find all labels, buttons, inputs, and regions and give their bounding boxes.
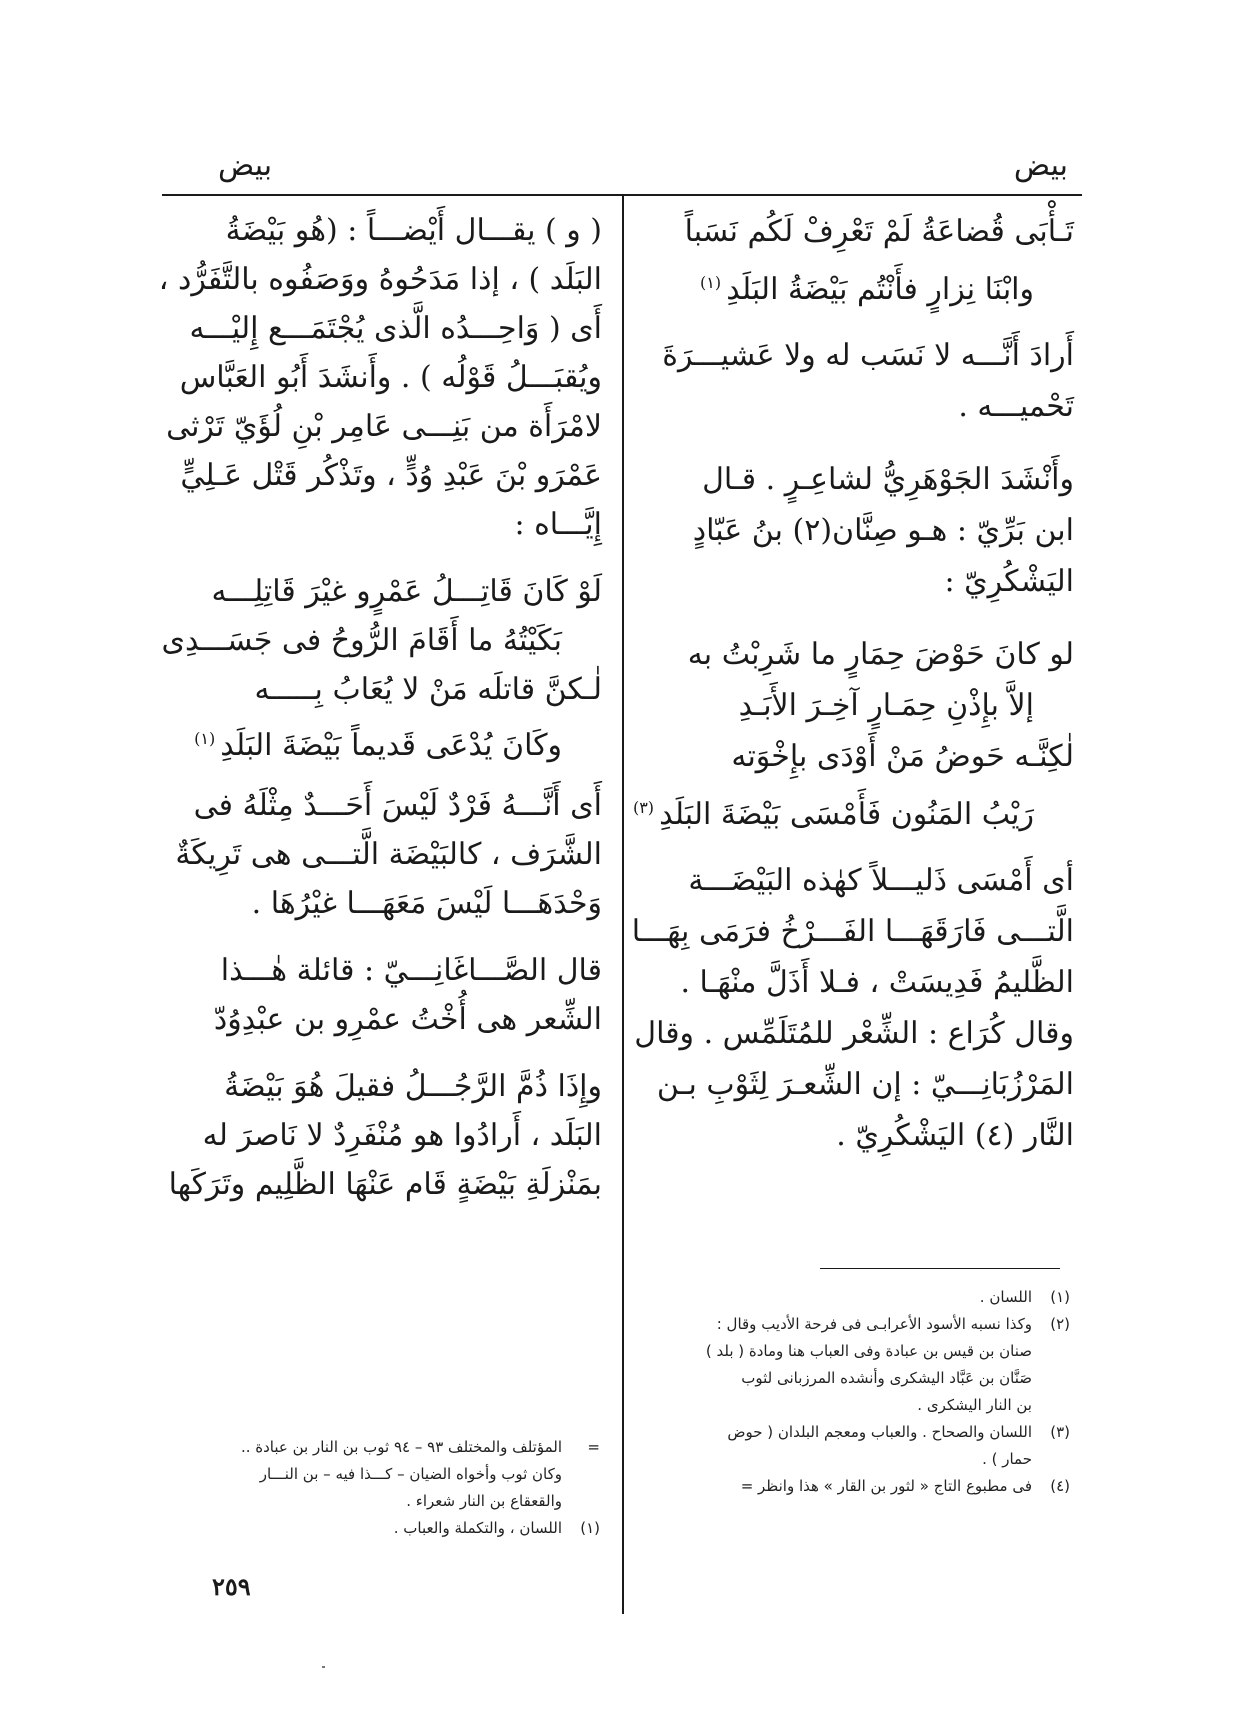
footnote-number: (٢) [1050, 1315, 1070, 1333]
text-line [160, 879, 602, 928]
line-text: الشِّعر هى أُخْتُ عمْرِو بن عبْدِوُدّ [213, 1002, 602, 1037]
line-text: الظَّليمُ فَدِيسَتْ ، فـلا أَذَلَّ منْهَـا . [680, 965, 1074, 1000]
running-header-right: بيض [1013, 148, 1068, 183]
footnote-line [162, 1461, 600, 1488]
line-gap [634, 432, 1074, 454]
line-text: تَـأْبَى قُضاعَةُ لَمْ تَعْرِفْ لَكُم نَسَباً [684, 214, 1074, 249]
footnote-text: اللسان والصحاح . والعباب ومعجم البلدان ( حوض [727, 1423, 1032, 1441]
line-gap [634, 833, 1074, 855]
text-line [160, 1160, 602, 1209]
footnote-text: اللسان ، والتكملة والعباب . [393, 1519, 562, 1537]
line-text: اليَشْكُرِيّ : [944, 564, 1074, 599]
text-line [160, 500, 602, 549]
line-text: النَّار (٤) اليَشْكُرِيّ . [836, 1118, 1074, 1153]
line-text: تَحْميـــه . [958, 389, 1074, 424]
right-column [631, 206, 1074, 1161]
footnote-marker: (١) [700, 273, 727, 292]
text-line [160, 781, 602, 830]
footnote-text: صنان بن قيس بن عبادة وفى العباب هنا ومادة ( بلد ) [705, 1342, 1032, 1360]
footnote-marker: (١) [194, 729, 221, 748]
footnote-line [162, 1515, 600, 1542]
line-text: ( و ) يقـــال أَيْضـــاً : (هُو بَيْضَةُ [225, 213, 602, 248]
text-line [160, 1062, 602, 1111]
line-text: رَيْبُ المَنُون فَأَمْسَى بَيْضَةَ البَلَدِ [659, 797, 1034, 832]
text-line [634, 505, 1074, 556]
verse-line [160, 616, 602, 665]
footnote-text: والقعقاع بن النار شعراء . [406, 1492, 562, 1510]
footnote-text: بن النار اليشكرى . [917, 1396, 1032, 1414]
text-line [634, 1008, 1074, 1059]
text-line [634, 957, 1074, 1008]
line-text: عَمْرَو بْنَ عَبْدِ وُدٍّ ، وتَذْكُر قَتْل عَـلِيٍّ [180, 458, 602, 493]
verse-line [160, 714, 602, 763]
line-gap [634, 607, 1074, 629]
line-gap [160, 763, 602, 781]
footnote-rule-right [820, 1268, 1060, 1269]
footnote-line [162, 1434, 600, 1461]
footnote-text: وكذا نسبه الأسود الأعرابـى فى فرحة الأديب وقال : [716, 1315, 1032, 1333]
verse-line [634, 257, 1074, 308]
footnote-number: (٤) [1050, 1477, 1070, 1495]
text-line [160, 1111, 602, 1160]
text-line [634, 454, 1074, 505]
verse-line [634, 629, 1074, 680]
footnote-line [640, 1311, 1070, 1338]
line-text: قال الصَّـــاغَانِـــيّ : قائلة هٰـــذا [220, 953, 602, 988]
line-text: وَحْدَهَـــا لَيْسَ مَعَهَـــا غيْرُهَا . [251, 886, 602, 921]
line-gap [160, 928, 602, 946]
line-text: لامْرَأَة من بَنِـــى عَامِر بْنِ لُؤَيّ تَرْثى [166, 409, 602, 444]
text-line [634, 1059, 1074, 1110]
line-text: إلاَّ بإِذْنِ حِمَـارٍ آخِـرَ الأَبَـدِ [738, 688, 1034, 723]
line-text: لٰـكنَّ قاتلَه مَنْ لا يُعَابُ بِـــــه [254, 672, 602, 707]
line-text: وأَنْشَدَ الجَوْهَرِيُّ لشاعِـرٍ . قـال [702, 462, 1074, 497]
text-line [634, 330, 1074, 381]
line-text: إِيَّـــاه : [514, 507, 602, 542]
text-line [160, 946, 602, 995]
line-text: أَرادَ أَنَّـــه لا نَسَب له ولا عَشيـــرَةَ [662, 338, 1074, 373]
line-text: الشَّرَف ، كالبَيْضَة الَّتـــى هى تَرِيكَةٌ [175, 837, 602, 872]
line-text: الَّتـــى فَارَقَهَـــا الفَـــرْخُ فرَمَى بِهَـــا [631, 914, 1074, 949]
line-text: أى أَمْسَى ذَليـــلاً كهٰذه البَيْضَـــة [688, 863, 1074, 898]
line-text: لَوْ كَانَ قَاتِـــلُ عَمْرٍو غيْرَ قَاتِلِـــه [211, 574, 602, 609]
footnote-number: = [587, 1438, 600, 1456]
page-speck [322, 1666, 325, 1668]
line-text: أَى أَنَّـــهُ فَرْدٌ لَيْسَ أَحَـــدٌ مِثْلَهُ فى [193, 788, 602, 823]
line-text: بَكَيْتُهُ ما أَقَامَ الرُّوحُ فى جَسَـــدِى [161, 623, 562, 658]
line-gap [160, 1044, 602, 1062]
footnote-text: اللسان . [979, 1288, 1032, 1306]
footnote-line [640, 1392, 1070, 1419]
line-text: البَلَد ، أَرادُوا هو مُنْفَرِدٌ لا نَاصرَ له [202, 1118, 602, 1153]
footnote-text: صَنَّان بن عَبَّاد اليشكرى وأنشده المرزبانى لثوب [741, 1369, 1032, 1387]
line-text: وكَانَ يُدْعَى قَديماً بَيْضَةَ البَلَدِ [220, 728, 562, 763]
footnotes-left [162, 1434, 600, 1542]
footnote-text: وكان ثوب وأخواه الضيان – كـــذا فيه – بن النـــار [259, 1465, 562, 1483]
footnote-line [162, 1488, 600, 1515]
text-line [160, 206, 602, 255]
verse-line [634, 782, 1074, 833]
text-line [160, 304, 602, 353]
footnote-line [640, 1284, 1070, 1311]
verse-line [634, 731, 1074, 782]
line-text: وابْنَا نِزارٍ فأَنْتُم بَيْضَةُ البَلَدِ [726, 272, 1034, 307]
footnote-text: المؤتلف والمختلف ٩٣ – ٩٤ ثوب بن النار بن عبادة .. [240, 1438, 562, 1456]
line-text: بمَنْزلَةِ بَيْضَةٍ قَام عَنْهَا الظَّلِيم وتَرَكَها [168, 1167, 602, 1202]
footnotes-right [640, 1284, 1070, 1500]
verse-line [634, 206, 1074, 257]
line-gap [634, 308, 1074, 330]
footnote-number: (٣) [1050, 1423, 1070, 1441]
text-line [160, 255, 602, 304]
text-line [634, 855, 1074, 906]
verse-line [160, 567, 602, 616]
text-line [160, 451, 602, 500]
column-divider [622, 196, 624, 1614]
footnote-line [640, 1338, 1070, 1365]
verse-line [634, 680, 1074, 731]
line-gap [160, 549, 602, 567]
text-line [160, 830, 602, 879]
line-text: البَلَد ) ، إذا مَدَحُوهُ ووَصَفُوه بالتَّفَرُّد ، [158, 262, 602, 297]
footnote-number: (١) [580, 1519, 600, 1537]
footnote-number: (١) [1050, 1288, 1070, 1306]
footnote-text: فى مطبوع التاج « لثور بن القار » هذا وانظر = [740, 1477, 1032, 1495]
text-line [160, 353, 602, 402]
text-line [160, 402, 602, 451]
line-text: وقال كُرَاع : الشِّعْر للمُتَلَمِّس . وقال [634, 1016, 1074, 1051]
text-line [634, 381, 1074, 432]
left-column [160, 206, 602, 1209]
line-text: ويُقبَـــلُ قَوْلُه ) . وأَنشَدَ أَبُو العَبَّاس [179, 360, 602, 395]
text-line [160, 995, 602, 1044]
line-text: ابن بَرِّيّ : هـو صِنَّان(٢) بنُ عَبّادٍ [692, 513, 1074, 548]
line-text: وإِذَا ذُمَّ الرَّجُـــلُ فقيلَ هُوَ بَيْضَةُ [224, 1069, 602, 1104]
footnote-line [640, 1446, 1070, 1473]
line-text: المَرْزُبَانِـــيّ : إن الشِّعـرَ لِثَوْبِ بـن [656, 1067, 1074, 1102]
footnote-line [640, 1419, 1070, 1446]
line-text: أَى ( وَاحِـــدُه الَّذى يُجْتَمَـــع إِليْـــه [189, 311, 602, 346]
text-line [634, 1110, 1074, 1161]
text-line [634, 556, 1074, 607]
footnote-line [640, 1365, 1070, 1392]
running-header-left: بيض [218, 148, 273, 183]
footnote-line [640, 1473, 1070, 1500]
page-number: ٢٥٩ [212, 1572, 251, 1601]
verse-line [160, 665, 602, 714]
line-text: لو كانَ حَوْضَ حِمَارٍ ما شَرِبْتُ به [687, 637, 1074, 672]
text-line [631, 906, 1074, 957]
footnote-marker: (٣) [632, 798, 660, 817]
line-text: لٰكِنَّـه حَوضُ مَنْ أَوْدَى بإِخْوَته [731, 739, 1074, 774]
footnote-text: حمار ) . [982, 1450, 1032, 1468]
